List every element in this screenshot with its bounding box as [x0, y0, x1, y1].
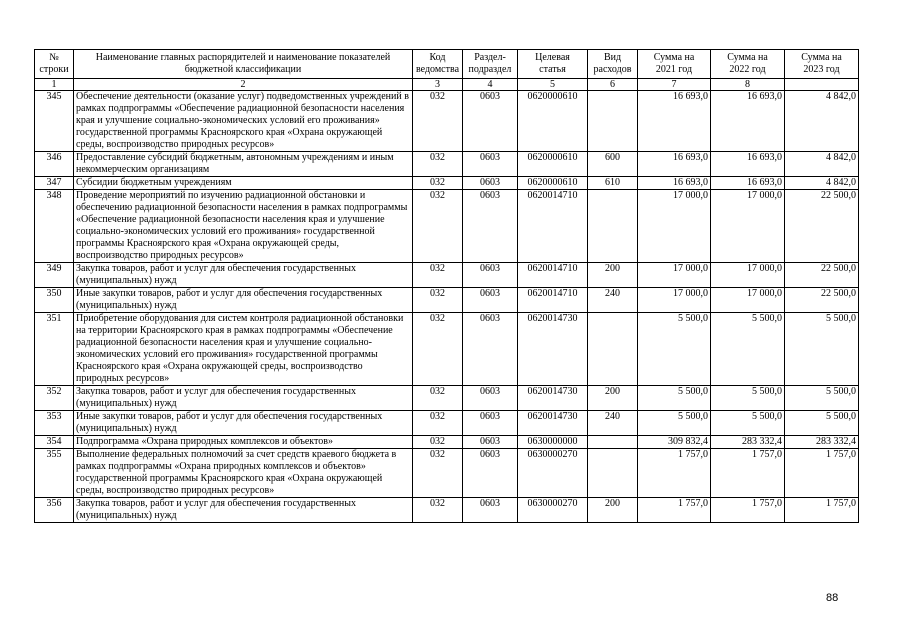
- row-dept-code: 032: [413, 436, 463, 449]
- row-target: 0620014730: [518, 313, 588, 386]
- row-section: 0603: [463, 152, 518, 177]
- row-number: 346: [35, 152, 74, 177]
- column-number: [785, 79, 859, 91]
- row-number: 353: [35, 411, 74, 436]
- row-dept-code: 032: [413, 263, 463, 288]
- row-expense-type: 240: [588, 288, 638, 313]
- row-expense-type: 240: [588, 411, 638, 436]
- row-name: Иные закупки товаров, работ и услуг для обеспечения государственных (муниципальных) нужд: [74, 411, 413, 436]
- table-row: [35, 91, 859, 152]
- row-number: 356: [35, 498, 74, 523]
- row-sum-2023: 4 842,0: [785, 177, 859, 190]
- row-sum-2021: 1 757,0: [638, 449, 711, 498]
- row-target: 0620014710: [518, 288, 588, 313]
- row-target: 0620000610: [518, 177, 588, 190]
- row-sum-2021: 5 500,0: [638, 411, 711, 436]
- row-section: 0603: [463, 386, 518, 411]
- table-header: [35, 50, 859, 91]
- row-sum-2023: 5 500,0: [785, 386, 859, 411]
- row-sum-2022: 5 500,0: [711, 411, 785, 436]
- row-dept-code: 032: [413, 449, 463, 498]
- column-number: 1: [35, 79, 74, 91]
- row-section: 0603: [463, 177, 518, 190]
- row-number: 351: [35, 313, 74, 386]
- header-expense: Вид расходов: [588, 50, 638, 79]
- column-number: 5: [518, 79, 588, 91]
- table-row: [35, 288, 859, 313]
- row-section: 0603: [463, 313, 518, 386]
- column-number: 7: [638, 79, 711, 91]
- table-row: [35, 498, 859, 523]
- row-sum-2021: 1 757,0: [638, 498, 711, 523]
- row-sum-2021: 17 000,0: [638, 263, 711, 288]
- row-section: 0603: [463, 411, 518, 436]
- row-section: 0603: [463, 498, 518, 523]
- budget-table-wrap: [34, 49, 858, 523]
- row-target: 0630000000: [518, 436, 588, 449]
- row-number: 350: [35, 288, 74, 313]
- row-name: Выполнение федеральных полномочий за счет средств краевого бюджета в рамках подпрограммы «Охрана природных комплексов и объектов» государственной программы Красноярского края «Охрана окружающей среды, воспроизводство природных ресурсов»: [74, 449, 413, 498]
- row-name: Проведение мероприятий по изучению радиационной обстановки и обеспечению радиационной безопасности населения в рамках подпрограммы «Обеспечение радиационной безопасности населения края и улучшение социально-экономических условий его проживания» государственной программы Красноярского края «Охрана окружающей среды, воспроизводство природных ресурсов»: [74, 190, 413, 263]
- row-sum-2022: 16 693,0: [711, 177, 785, 190]
- row-expense-type: 610: [588, 177, 638, 190]
- row-sum-2021: 16 693,0: [638, 152, 711, 177]
- row-name: Закупка товаров, работ и услуг для обеспечения государственных (муниципальных) нужд: [74, 386, 413, 411]
- table-row: [35, 313, 859, 386]
- row-sum-2023: 283 332,4: [785, 436, 859, 449]
- row-sum-2023: 1 757,0: [785, 449, 859, 498]
- row-dept-code: 032: [413, 177, 463, 190]
- row-target: 0620014730: [518, 386, 588, 411]
- row-section: 0603: [463, 288, 518, 313]
- row-dept-code: 032: [413, 152, 463, 177]
- header-target: Целевая статья: [518, 50, 588, 79]
- row-target: 0620000610: [518, 152, 588, 177]
- header-sum-2021: Сумма на 2021 год: [638, 50, 711, 79]
- row-sum-2021: 16 693,0: [638, 91, 711, 152]
- header-num: № строки: [35, 50, 74, 79]
- row-target: 0620014710: [518, 263, 588, 288]
- header-sum-2023: Сумма на 2023 год: [785, 50, 859, 79]
- row-expense-type: [588, 449, 638, 498]
- row-sum-2023: 22 500,0: [785, 190, 859, 263]
- row-number: 349: [35, 263, 74, 288]
- row-name: Предоставление субсидий бюджетным, автономным учреждениям и иным некоммерческим организациям: [74, 152, 413, 177]
- column-number: 6: [588, 79, 638, 91]
- row-section: 0603: [463, 436, 518, 449]
- row-sum-2022: 5 500,0: [711, 313, 785, 386]
- row-dept-code: 032: [413, 498, 463, 523]
- header-sum-2022: Сумма на 2022 год: [711, 50, 785, 79]
- column-number: 2: [74, 79, 413, 91]
- row-sum-2021: 5 500,0: [638, 386, 711, 411]
- row-target: 0630000270: [518, 498, 588, 523]
- budget-table: [34, 49, 859, 523]
- row-dept-code: 032: [413, 190, 463, 263]
- row-sum-2022: 5 500,0: [711, 386, 785, 411]
- table-row: [35, 177, 859, 190]
- row-number: 355: [35, 449, 74, 498]
- header-name: Наименование главных распорядителей и наименование показателей бюджетной классификации: [74, 50, 413, 79]
- row-name: Подпрограмма «Охрана природных комплексов и объектов»: [74, 436, 413, 449]
- row-expense-type: [588, 190, 638, 263]
- row-target: 0630000270: [518, 449, 588, 498]
- row-expense-type: [588, 91, 638, 152]
- row-sum-2023: 22 500,0: [785, 263, 859, 288]
- table-row: [35, 449, 859, 498]
- row-name: Субсидии бюджетным учреждениям: [74, 177, 413, 190]
- row-section: 0603: [463, 190, 518, 263]
- table-row: [35, 386, 859, 411]
- row-name: Приобретение оборудования для систем контроля радиационной обстановки на территории Красноярского края в рамках подпрограммы «Обеспечение радиационной безопасности населения края и улучшение социально-экономических условий его проживания» государственной программы Красноярского края «Охрана окружающей среды, воспроизводство природных ресурсов»: [74, 313, 413, 386]
- row-sum-2022: 16 693,0: [711, 91, 785, 152]
- header-dept: Код ведомства: [413, 50, 463, 79]
- row-expense-type: [588, 313, 638, 386]
- row-sum-2022: 283 332,4: [711, 436, 785, 449]
- row-dept-code: 032: [413, 411, 463, 436]
- row-expense-type: 200: [588, 263, 638, 288]
- column-number: 4: [463, 79, 518, 91]
- row-sum-2023: 4 842,0: [785, 91, 859, 152]
- row-target: 0620014730: [518, 411, 588, 436]
- row-sum-2022: 17 000,0: [711, 263, 785, 288]
- table-row: [35, 263, 859, 288]
- row-sum-2022: 1 757,0: [711, 498, 785, 523]
- row-name: Обеспечение деятельности (оказание услуг) подведомственных учреждений в рамках подпрограммы «Обеспечение радиационной безопасности населения края и улучшение социально-экономических условий его проживания» государственной программы Красноярского края «Охрана окружающей среды, воспроизводство природных ресурсов»: [74, 91, 413, 152]
- row-sum-2023: 4 842,0: [785, 152, 859, 177]
- page-number: 88: [826, 592, 839, 604]
- row-name: Закупка товаров, работ и услуг для обеспечения государственных (муниципальных) нужд: [74, 263, 413, 288]
- row-sum-2021: 16 693,0: [638, 177, 711, 190]
- row-sum-2023: 22 500,0: [785, 288, 859, 313]
- row-dept-code: 032: [413, 313, 463, 386]
- row-number: 345: [35, 91, 74, 152]
- row-sum-2023: 1 757,0: [785, 498, 859, 523]
- row-target: 0620014710: [518, 190, 588, 263]
- row-name: Закупка товаров, работ и услуг для обеспечения государственных (муниципальных) нужд: [74, 498, 413, 523]
- row-number: 352: [35, 386, 74, 411]
- row-number: 347: [35, 177, 74, 190]
- row-sum-2022: 17 000,0: [711, 190, 785, 263]
- row-dept-code: 032: [413, 288, 463, 313]
- table-body: [35, 91, 859, 523]
- column-number: 8: [711, 79, 785, 91]
- row-expense-type: 200: [588, 386, 638, 411]
- row-sum-2021: 17 000,0: [638, 190, 711, 263]
- row-expense-type: 600: [588, 152, 638, 177]
- table-row: [35, 190, 859, 263]
- row-sum-2022: 1 757,0: [711, 449, 785, 498]
- row-section: 0603: [463, 91, 518, 152]
- row-sum-2022: 16 693,0: [711, 152, 785, 177]
- row-dept-code: 032: [413, 91, 463, 152]
- row-expense-type: 200: [588, 498, 638, 523]
- row-sum-2023: 5 500,0: [785, 411, 859, 436]
- table-row: [35, 436, 859, 449]
- row-number: 354: [35, 436, 74, 449]
- row-name: Иные закупки товаров, работ и услуг для обеспечения государственных (муниципальных) нужд: [74, 288, 413, 313]
- row-sum-2023: 5 500,0: [785, 313, 859, 386]
- column-number-row: [35, 79, 859, 91]
- row-section: 0603: [463, 449, 518, 498]
- row-sum-2021: 309 832,4: [638, 436, 711, 449]
- row-target: 0620000610: [518, 91, 588, 152]
- row-sum-2021: 5 500,0: [638, 313, 711, 386]
- column-number: 3: [413, 79, 463, 91]
- header-section: Раздел- подраздел: [463, 50, 518, 79]
- row-sum-2022: 17 000,0: [711, 288, 785, 313]
- row-expense-type: [588, 436, 638, 449]
- table-row: [35, 411, 859, 436]
- row-number: 348: [35, 190, 74, 263]
- table-row: [35, 152, 859, 177]
- row-section: 0603: [463, 263, 518, 288]
- row-dept-code: 032: [413, 386, 463, 411]
- row-sum-2021: 17 000,0: [638, 288, 711, 313]
